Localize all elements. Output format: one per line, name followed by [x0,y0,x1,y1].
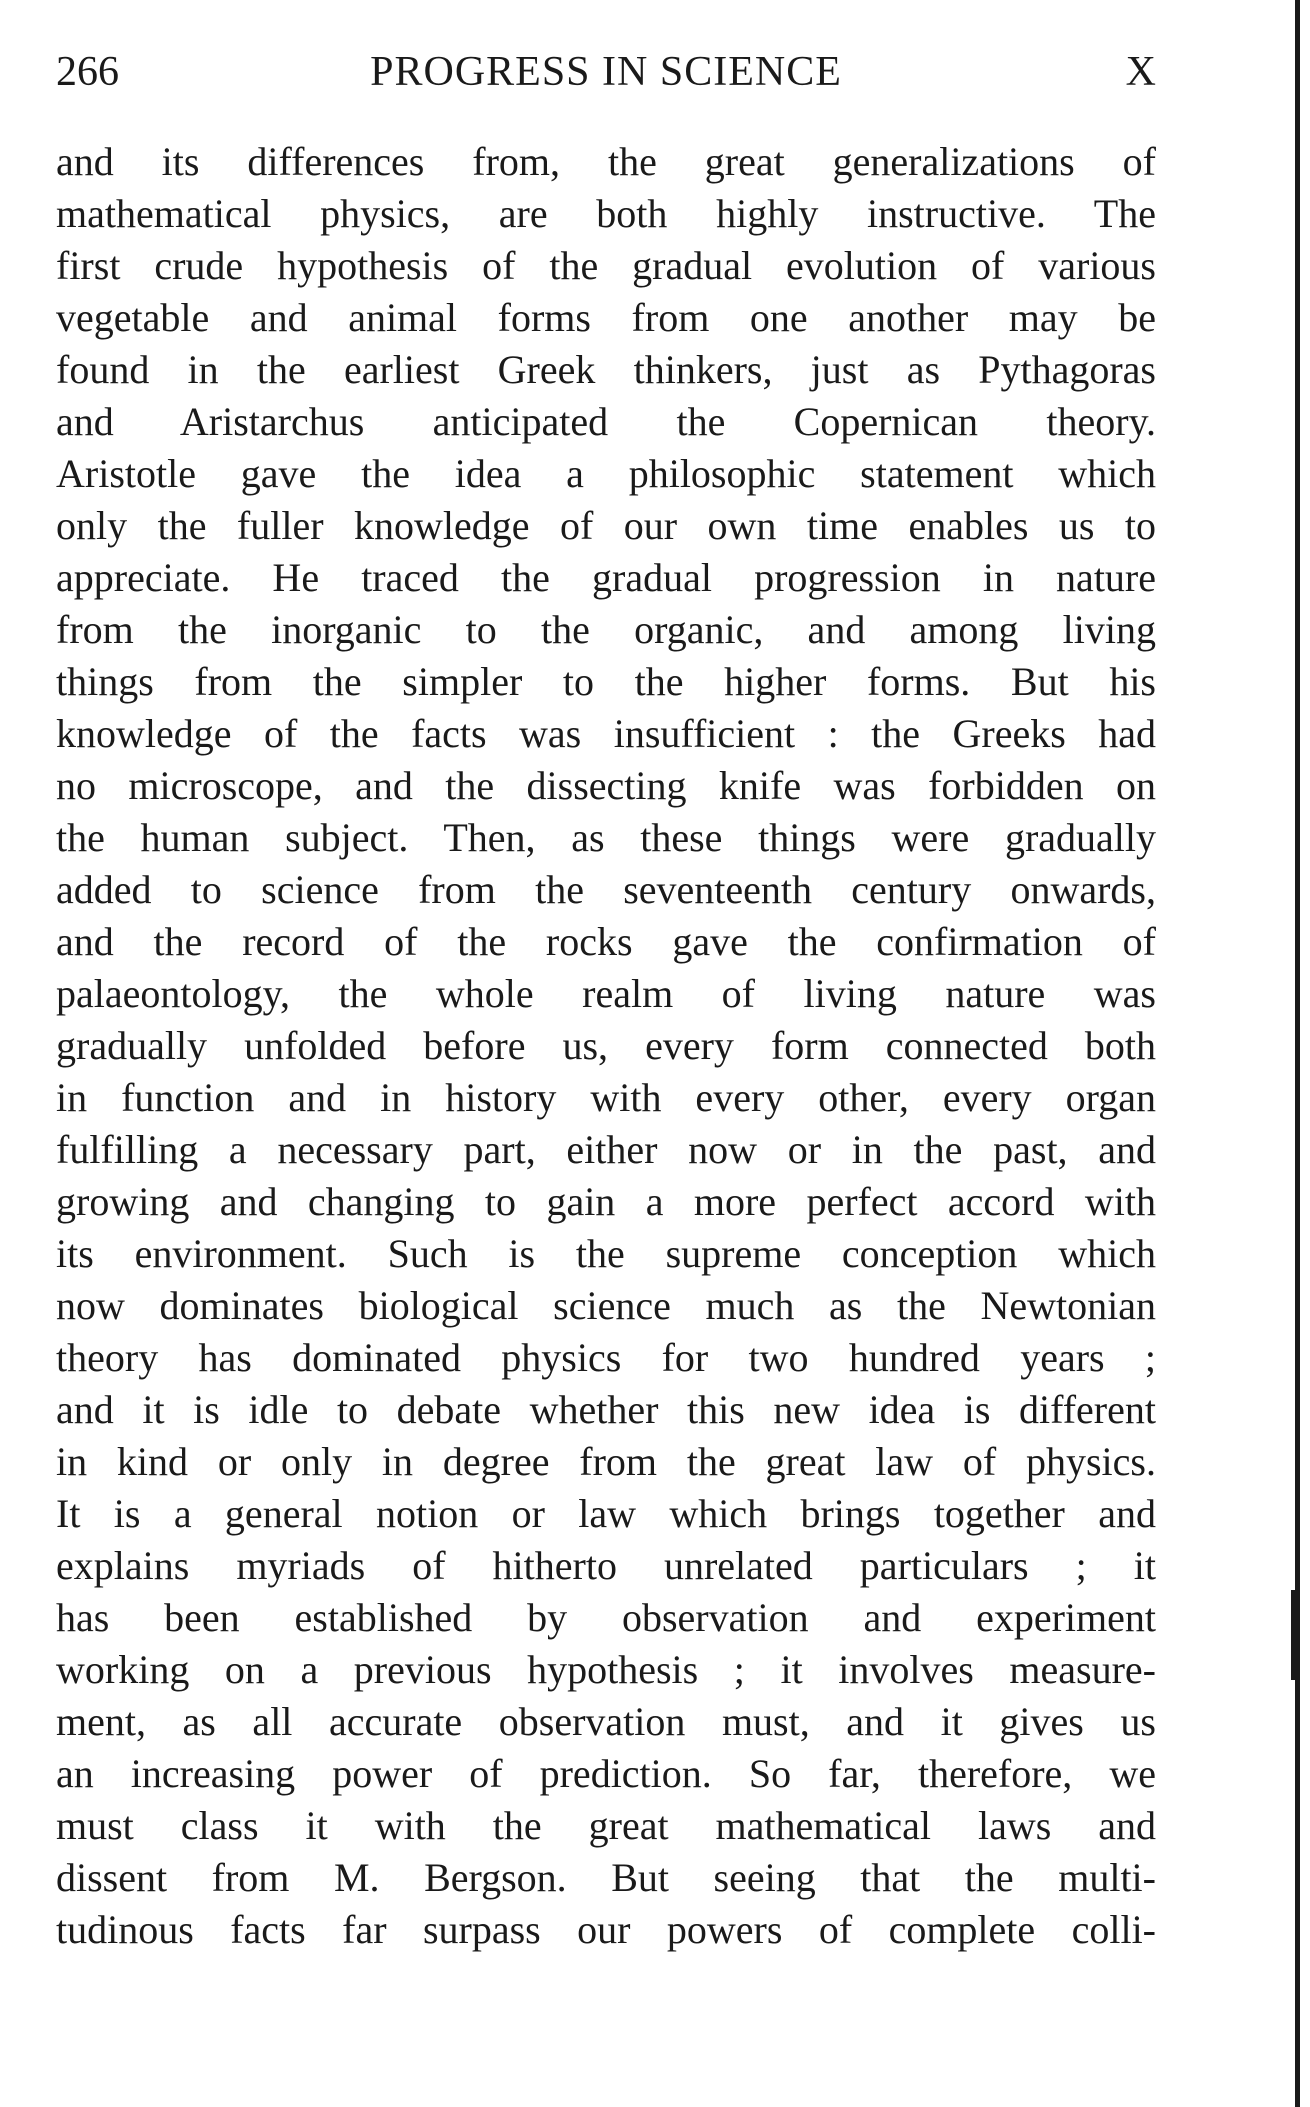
text-line: mathematical physics, are both highly instructive. The [56,191,1156,236]
text-line: an increasing power of prediction. So far, therefore, we [56,1751,1156,1796]
text-line: its environment. Such is the supreme conception which [56,1231,1156,1276]
text-line: the human subject. Then, as these things were gradually [56,815,1156,860]
text-line: explains myriads of hitherto unrelated particulars ; it [56,1543,1156,1588]
text-line: and its differences from, the great generalizations of [56,139,1156,184]
body-text [56,136,1156,1956]
text-line: must class it with the great mathematical laws and [56,1803,1156,1848]
text-line: gradually unfolded before us, every form connected both [56,1023,1156,1068]
text-line: appreciate. He traced the gradual progression in nature [56,555,1156,600]
text-line: It is a general notion or law which brings together and [56,1491,1156,1536]
text-line: working on a previous hypothesis ; it involves measure- [56,1647,1156,1692]
chapter-number: X [1125,49,1156,95]
text-line: added to science from the seventeenth century onwards, [56,867,1156,912]
page-header [56,42,1156,102]
text-line: fulfilling a necessary part, either now or in the past, and [56,1127,1156,1172]
text-line: in function and in history with every other, every organ [56,1075,1156,1120]
text-line: growing and changing to gain a more perfect accord with [56,1179,1156,1224]
text-line: only the fuller knowledge of our own time enables us to [56,503,1156,548]
page-number: 266 [56,49,119,95]
text-line: knowledge of the facts was insufficient : the Greeks had [56,711,1156,756]
text-line: has been established by observation and experiment [56,1595,1156,1640]
page-binding-edge [1295,0,1300,2107]
text-line: in kind or only in degree from the great law of physics. [56,1439,1156,1484]
text-line: ment, as all accurate observation must, and it gives us [56,1699,1156,1744]
text-line: dissent from M. Bergson. But seeing that the multi- [56,1855,1156,1900]
text-line: now dominates biological science much as the Newtonian [56,1283,1156,1328]
text-line: found in the earliest Greek thinkers, just as Pythagoras [56,347,1156,392]
text-line: and Aristarchus anticipated the Copernican theory. [56,399,1156,444]
text-line: from the inorganic to the organic, and among living [56,607,1156,652]
text-line: tudinous facts far surpass our powers of complete colli- [56,1907,1156,1952]
page-binding-mark [1291,1590,1295,1680]
text-line: no microscope, and the dissecting knife was forbidden on [56,763,1156,808]
text-line: Aristotle gave the idea a philosophic statement which [56,451,1156,496]
text-line: theory has dominated physics for two hundred years ; [56,1335,1156,1380]
text-line: palaeontology, the whole realm of living nature was [56,971,1156,1016]
text-line: vegetable and animal forms from one another may be [56,295,1156,340]
text-line: first crude hypothesis of the gradual evolution of various [56,243,1156,288]
text-line: and the record of the rocks gave the confirmation of [56,919,1156,964]
text-line: things from the simpler to the higher forms. But his [56,659,1156,704]
running-title: PROGRESS IN SCIENCE [370,49,842,95]
text-line: and it is idle to debate whether this new idea is different [56,1387,1156,1432]
